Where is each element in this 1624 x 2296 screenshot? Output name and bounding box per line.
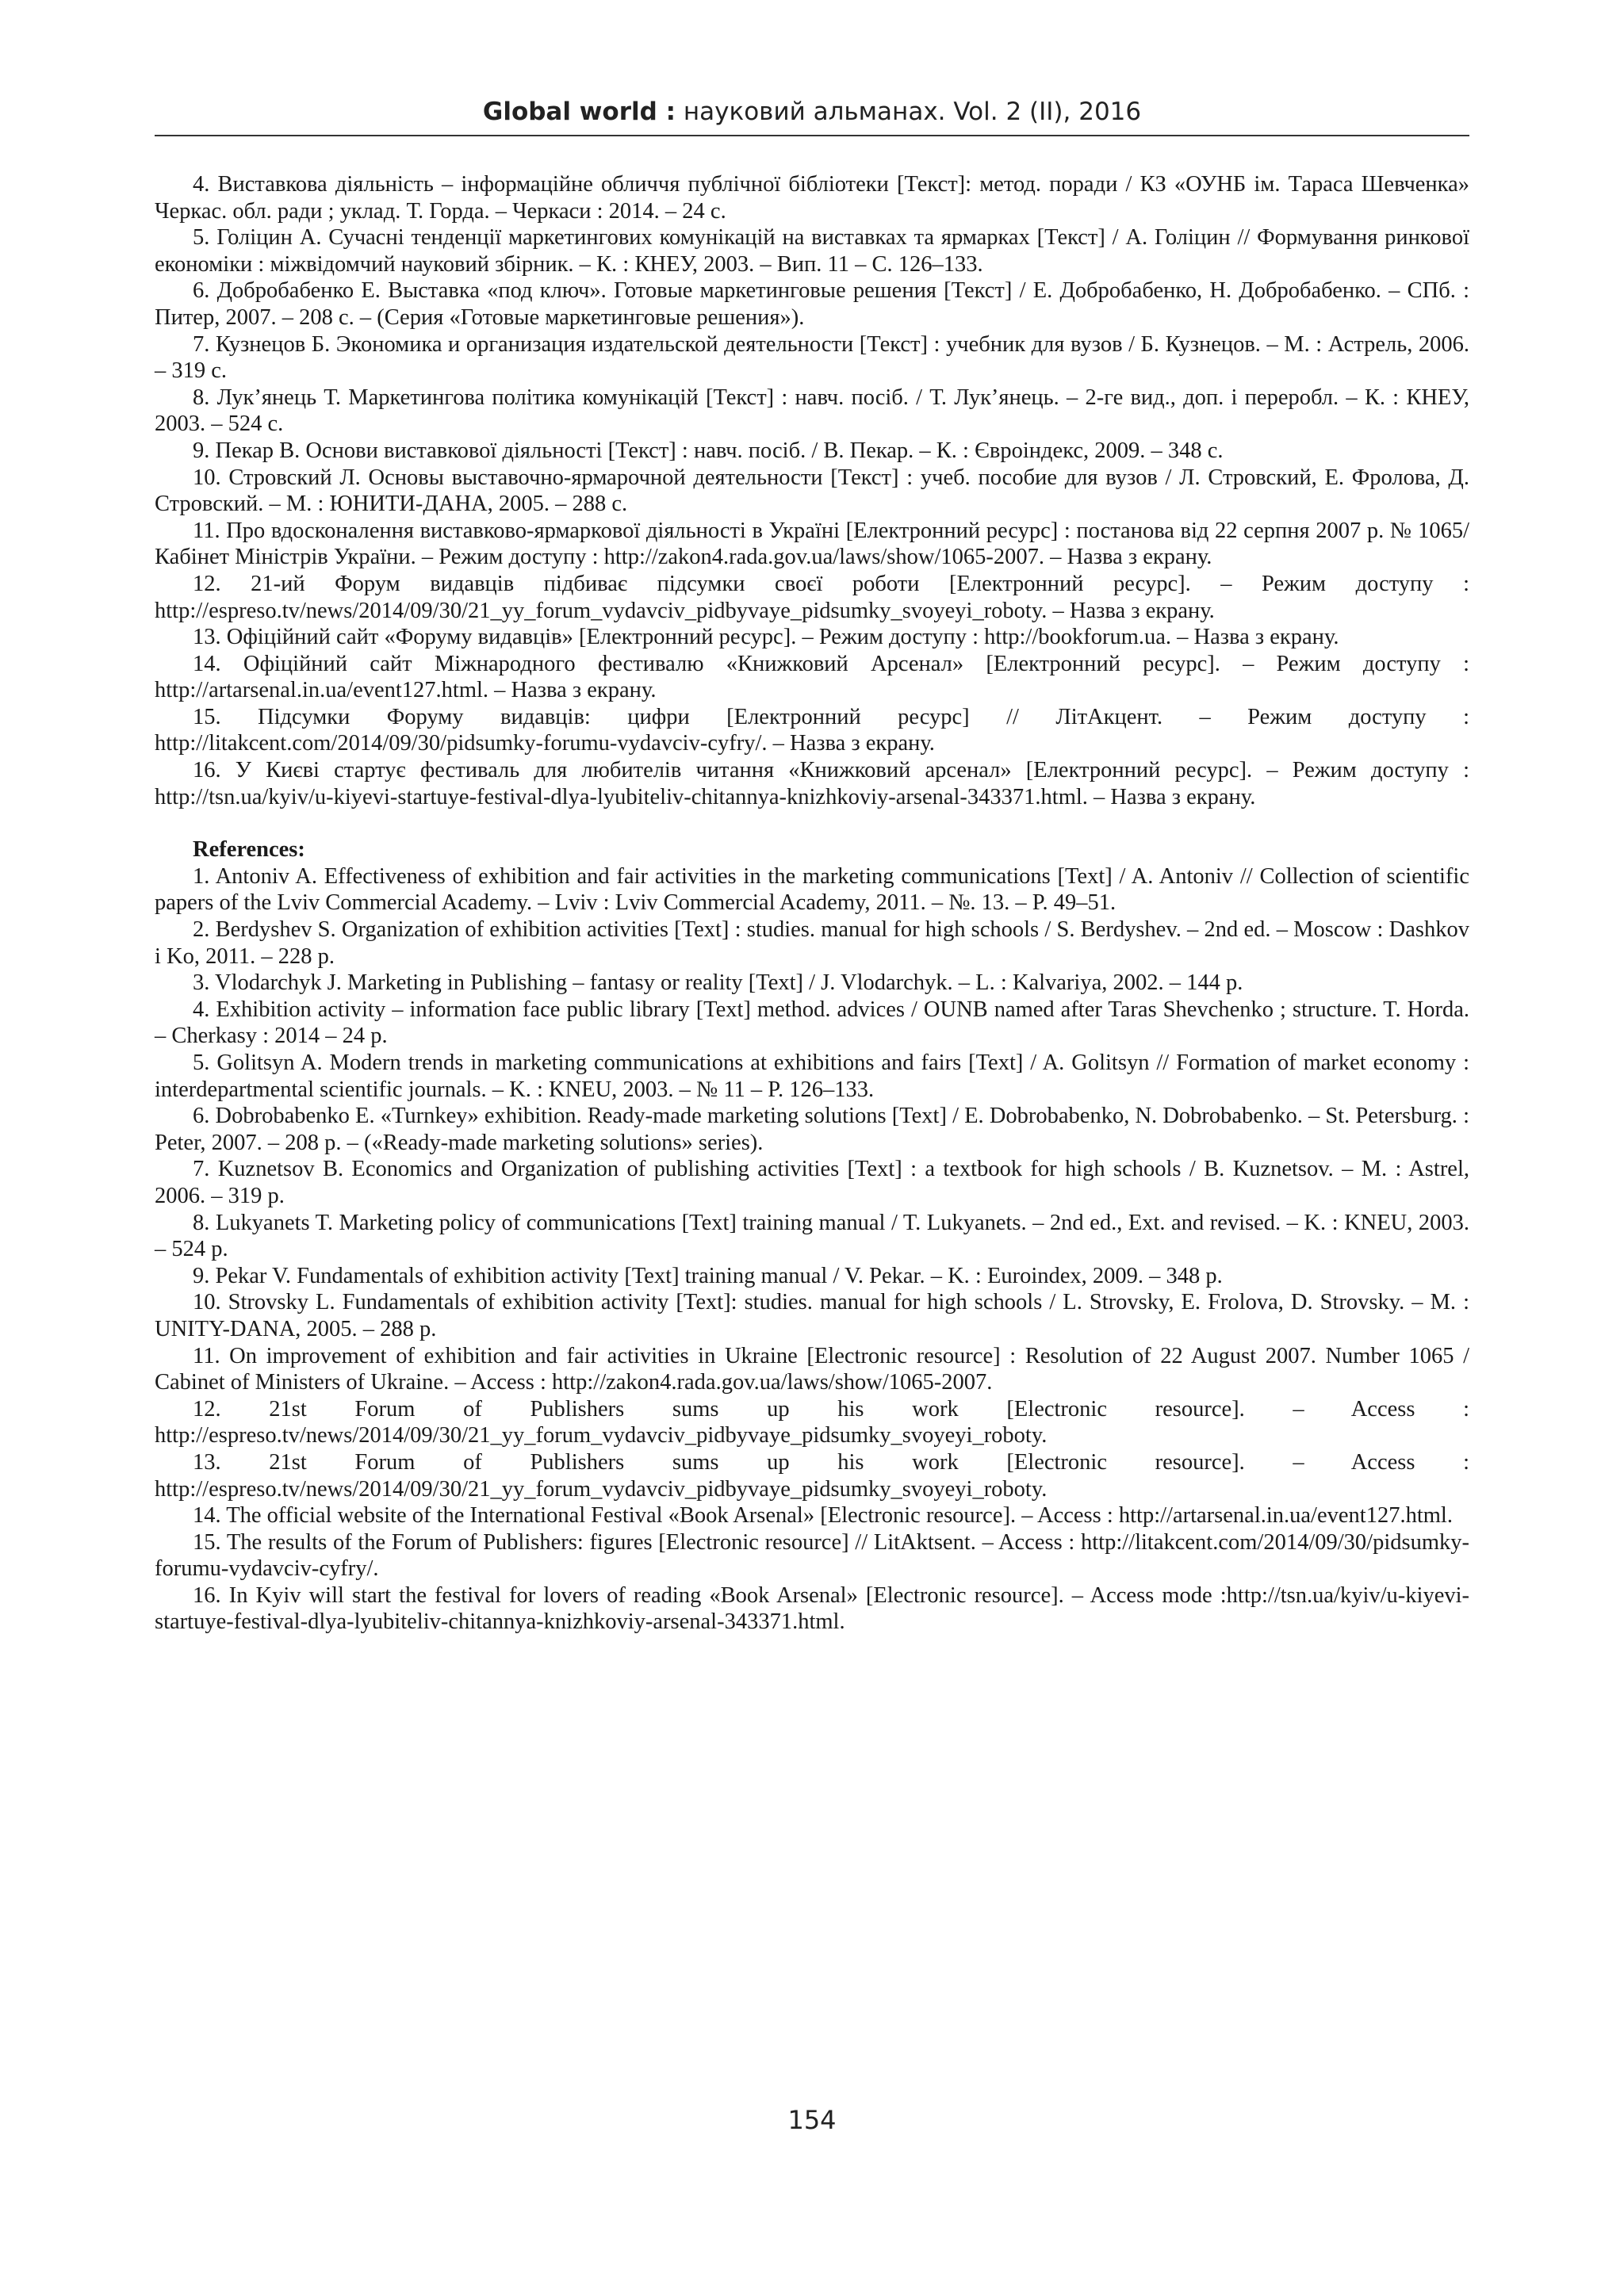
section-spacer <box>155 810 1469 836</box>
source-entry: 6. Добробабенко Е. Выставка «под ключ». Готовые маркетинговые решения [Текст] / Е. Добробабенко, Н. Добробабенко. – СПб. : Питер, 2007. – 208 с. – (Серия «Готовые маркетинговые решения»). <box>155 278 1469 330</box>
journal-brand: Global world : <box>482 98 676 126</box>
reference-entry: 13. 21st Forum of Publishers sums up his work [Electronic resource]. – Access : http://espreso.tv/news/2014/09/30/21_yy_forum_vydavciv_pidbyvaye_pidsumky_svoyeyi_roboty. <box>155 1449 1469 1502</box>
reference-entry: 5. Golitsyn A. Modern trends in marketing communications at exhibitions and fairs [Text] / A. Golitsyn // Formation of market economy : interdepartmental scientific journals. – K. : KNEU, 2003. – № 11 – P. 126–133. <box>155 1050 1469 1102</box>
header-divider <box>155 135 1469 136</box>
reference-entry: 12. 21st Forum of Publishers sums up his work [Electronic resource]. – Access : http://espreso.tv/news/2014/09/30/21_yy_forum_vydavciv_pidbyvaye_pidsumky_svoyeyi_roboty. <box>155 1396 1469 1448</box>
source-entry: 8. Лук’янець Т. Маркетингова політика комунікацій [Текст] : навч. посіб. / Т. Лук’янець. – 2-ге вид., доп. і переробл. – К. : КНЕУ, 2003. – 524 с. <box>155 385 1469 437</box>
reference-entry: 7. Kuznetsov B. Economics and Organization of publishing activities [Text] : a textbook for high schools / B. Kuznetsov. – M. : Astrel, 2006. – 319 p. <box>155 1157 1469 1208</box>
reference-entry: 11. On improvement of exhibition and fair activities in Ukraine [Electronic resource] : Resolution of 22 August 2007. Number 1065 / Cabinet of Ministers of Ukraine. – Access : http://zakon4.rada.gov.ua/laws/show/1065-2007. <box>155 1343 1469 1395</box>
source-entry: 16. У Києві стартує фестиваль для любителів читання «Книжковий арсенал» [Електронний ресурс]. – Режим доступу : http://tsn.ua/kyiv/u-kiyevi-startuye-festival-dlya-lyubiteliv-chitannya-knizhkoviy-arsenal-343371.html. – Назва з екрану. <box>155 758 1469 809</box>
source-entry: 4. Виставкова діяльність – інформаційне обличчя публічної бібліотеки [Текст]: метод. поради / КЗ «ОУНБ ім. Тараса Шевченка» Черкас. обл. ради ; уклад. Т. Горда. – Черкаси : 2014. – 24 с. <box>155 172 1469 224</box>
source-entry: 10. Стровский Л. Основы выставочно-ярмарочной деятельности [Текст] : учеб. пособие для вузов / Л. Стровский, Е. Фролова, Д. Стровский. – М. : ЮНИТИ-ДАНА, 2005. – 288 с. <box>155 465 1469 517</box>
page-number: 154 <box>787 2105 837 2135</box>
references-heading: References: <box>193 837 305 863</box>
source-entry: 7. Кузнецов Б. Экономика и организация издательской деятельности [Текст] : учебник для вузов / Б. Кузнецов. – М. : Астрель, 2006. – 319 с. <box>155 331 1469 384</box>
source-entry: 5. Голіцин А. Сучасні тенденції маркетингових комунікацій на виставках та ярмарках [Текст] / А. Голіцин // Формування ринкової економіки : міжвідомчий науковий збірник. – К. : КНЕУ, 2003. – Вип. 11 – С. 126–133. <box>155 225 1469 277</box>
reference-entry: 16. In Kyiv will start the festival for lovers of reading «Book Arsenal» [Electronic resource]. – Access mode :http://tsn.ua/kyiv/u-kiyevi-startuye-festival-dlya-lyubiteliv-chitannya-knizhkoviy-arsenal-343371.html. <box>155 1582 1469 1635</box>
journal-subtitle: науковий альманах. Vol. 2 (II), 2016 <box>676 98 1142 126</box>
source-entry: 14. Офіційний сайт Міжнародного фестивалю «Книжковий Арсенал» [Електронний ресурс]. – Режим доступу : http://artarsenal.in.ua/event127.html. – Назва з екрану. <box>155 651 1469 703</box>
reference-entry: 14. The official website of the International Festival «Book Arsenal» [Electronic resource]. – Access : http://artarsenal.in.ua/event127.html. <box>193 1503 1453 1529</box>
reference-entry: 10. Strovsky L. Fundamentals of exhibition activity [Text]: studies. manual for high schools / L. Strovsky, E. Frolova, D. Strovsky. – M. : UNITY-DANA, 2005. – 288 p. <box>155 1290 1469 1341</box>
running-header <box>155 97 1469 127</box>
reference-entry: 6. Dobrobabenko E. «Turnkey» exhibition. Ready-made marketing solutions [Text] / E. Dobrobabenko, N. Dobrobabenko. – St. Petersburg. : Peter, 2007. – 208 p. – («Ready-made marketing solutions» series). <box>155 1104 1469 1155</box>
source-entry: 13. Офіційний сайт «Форуму видавців» [Електронний ресурс]. – Режим доступу : http://bookforum.ua. – Назва з екрану. <box>193 625 1339 650</box>
reference-entry: 4. Exhibition activity – information face public library [Text] method. advices / OUNB named after Taras Shevchenko ; structure. T. Horda. – Cherkasy : 2014 – 24 p. <box>155 997 1469 1049</box>
reference-entry: 8. Lukyanets T. Marketing policy of communications [Text] training manual / T. Lukyanets. – 2nd ed., Ext. and revised. – K. : KNEU, 2003. – 524 p. <box>155 1210 1469 1262</box>
reference-entry: 15. The results of the Forum of Publishers: figures [Electronic resource] // LitAktsent. – Access : http://litakcent.com/2014/09/30/pidsumky-forumu-vydavciv-cyfry/. <box>155 1529 1469 1582</box>
source-entry: 12. 21-ий Форум видавців підбиває підсумки своєї роботи [Електронний ресурс]. – Режим доступу : http://espreso.tv/news/2014/09/30/21_yy_forum_vydavciv_pidbyvaye_pidsumky_svoyeyi_roboty. – Назва з екрану. <box>155 571 1469 623</box>
references-list <box>155 863 1469 1636</box>
reference-entry: 3. Vlodarchyk J. Marketing in Publishing – fantasy or reality [Text] / J. Vlodarchyk. – L. : Kalvariya, 2002. – 144 p. <box>193 970 1243 996</box>
sources-list <box>155 171 1469 810</box>
reference-entry: 2. Berdyshev S. Organization of exhibition activities [Text] : studies. manual for high schools / S. Berdyshev. – 2nd ed. – Moscow : Dashkov i Ko, 2011. – 228 p. <box>155 917 1469 969</box>
source-entry: 15. Підсумки Форуму видавців: цифри [Електронний ресурс] // ЛітАкцент. – Режим доступу : http://litakcent.com/2014/09/30/pidsumky-forumu-vydavciv-cyfry/. – Назва з екрану. <box>155 704 1469 756</box>
reference-entry: 9. Pekar V. Fundamentals of exhibition activity [Text] training manual / V. Pekar. – K. : Euroindex, 2009. – 348 p. <box>193 1263 1223 1288</box>
reference-entry: 1. Antoniv A. Effectiveness of exhibition and fair activities in the marketing communications [Text] / A. Antoniv // Collection of scientific papers of the Lviv Commercial Academy. – Lviv : Lviv Commercial Academy, 2011. – №. 13. – P. 49–51. <box>155 863 1469 916</box>
source-entry: 9. Пекар В. Основи виставкової діяльності [Текст] : навч. посіб. / В. Пекар. – К. : Євроіндекс, 2009. – 348 с. <box>193 438 1224 463</box>
source-entry: 11. Про вдосконалення виставково-ярмаркової діяльності в Україні [Електронний ресурс] : постанова від 22 серпня 2007 р. № 1065/ Кабінет Міністрів України. – Режим доступу : http://zakon4.rada.gov.ua/laws/show/1065-2007. – Назва з екрану. <box>155 518 1469 570</box>
page-body <box>155 171 1469 1636</box>
